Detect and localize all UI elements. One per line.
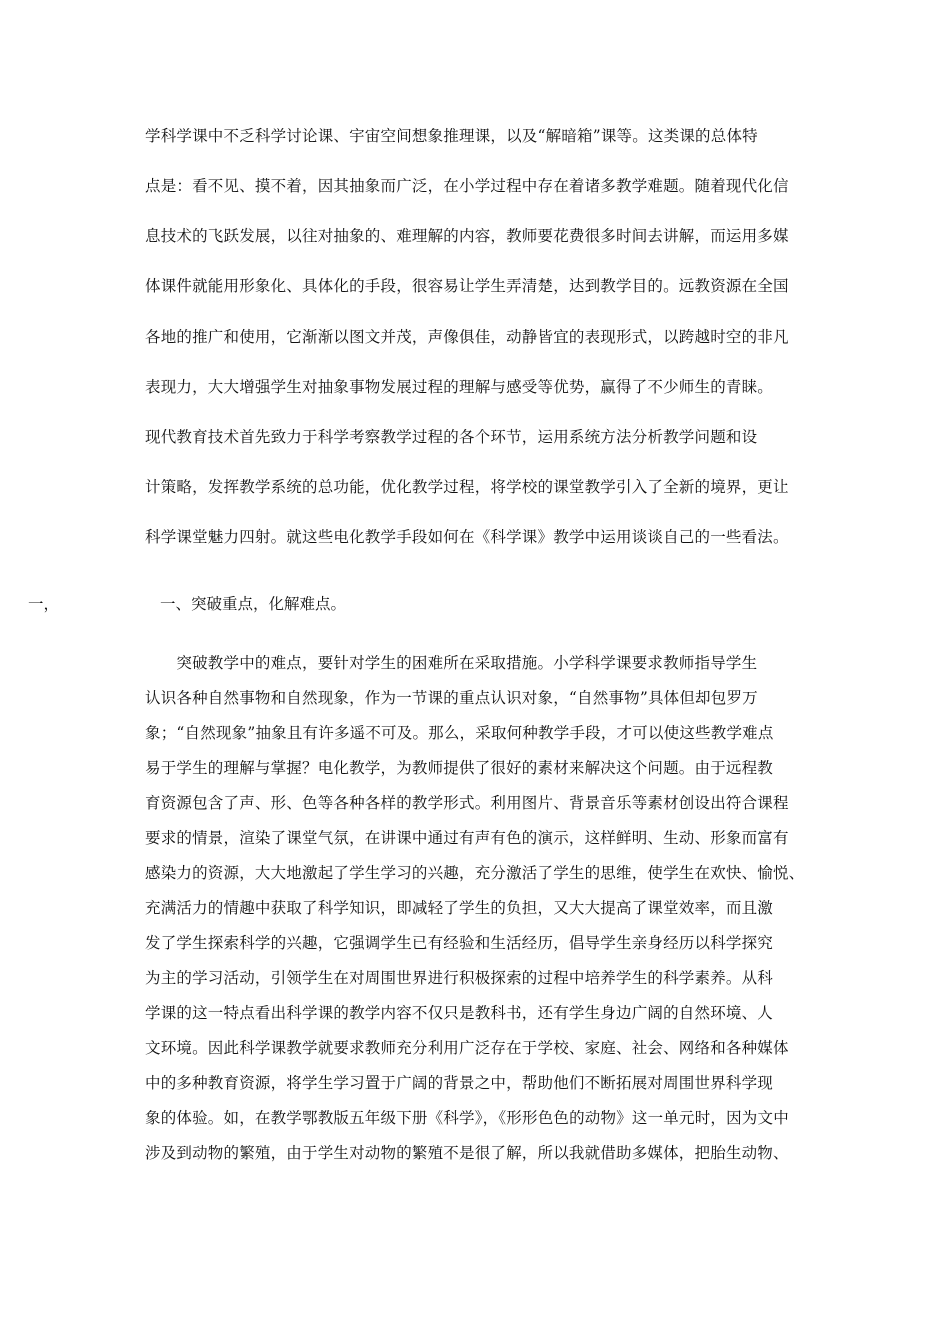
text-line: 点是：看不见、摸不着，因其抽象而广泛，在小学过程中存在着诸多教学难题。随着现代化信: [145, 177, 789, 195]
text-line: 体课件就能用形象化、具体化的手段，很容易让学生弄清楚，达到教学目的。远教资源在全国: [145, 277, 789, 295]
text-line: 易于学生的理解与掌握？电化教学，为教师提供了很好的素材来解决这个问题。由于远程教: [145, 759, 774, 777]
text-line: 各地的推广和使用，它渐渐以图文并茂，声像俱佳，动静皆宜的表现形式，以跨越时空的非凡: [145, 328, 789, 346]
text-line: 发了学生探索科学的兴趣，它强调学生已有经验和生活经历，倡导学生亲身经历以科学探究: [145, 934, 774, 952]
text-line: 感染力的资源，大大地激起了学生学习的兴趣，充分激活了学生的思维，使学生在欢快、愉悦、: [145, 864, 805, 882]
text-line: 表现力，大大增强学生对抽象事物发展过程的理解与感受等优势，赢得了不少师生的青睐。: [145, 378, 774, 396]
text-line: 为主的学习活动，引领学生在对周围世界进行积极探索的过程中培养学生的科学素养。从科: [145, 969, 774, 987]
text-line: 息技术的飞跃发展，以往对抽象的、难理解的内容，教师要花费很多时间去讲解，而运用多媒: [145, 227, 789, 245]
text-line: 科学课堂魅力四射。就这些电化教学手段如何在《科学课》教学中运用谈谈自己的一些看法。: [145, 528, 789, 546]
text-line: 象的体验。如，在教学鄂教版五年级下册《科学》，《形形色色的动物》这一单元时，因为文中: [145, 1109, 789, 1127]
text-line: 要求的情景，渲染了课堂气氛，在讲课中通过有声有色的演示，这样鲜明、生动、形象而富有: [145, 829, 789, 847]
text-line: 计策略，发挥教学系统的总功能，优化教学过程，将学校的课堂教学引入了全新的境界，更让: [145, 478, 789, 496]
text-line: 充满活力的情趣中获取了科学知识，即减轻了学生的负担，又大大提高了课堂效率，而且激: [145, 899, 774, 917]
section-heading: 一、突破重点，化解难点。: [160, 595, 347, 613]
heading-number: 一，: [28, 595, 60, 613]
text-line: 文环境。因此科学课教学就要求教师充分利用广泛存在于学校、家庭、社会、网络和各种媒体: [145, 1039, 789, 1057]
text-line: 学课的这一特点看出科学课的教学内容不仅只是教科书，还有学生身边广阔的自然环境、人: [145, 1004, 774, 1022]
text-line: 突破教学中的难点，要针对学生的困难所在采取措施。小学科学课要求教师指导学生: [145, 654, 758, 672]
text-line: 学科学课中不乏科学讨论课、宇宙空间想象推理课，以及“解暗箱”课等。这类课的总体特: [145, 127, 758, 145]
text-line: 涉及到动物的繁殖，由于学生对动物的繁殖不是很了解，所以我就借助多媒体，把胎生动物、: [145, 1144, 789, 1162]
text-line: 育资源包含了声、形、色等各种各样的教学形式。利用图片、背景音乐等素材创设出符合课程: [145, 794, 789, 812]
text-line: 象；“自然现象”抽象且有许多遥不可及。那么，采取何种教学手段，才可以使这些教学难点: [145, 724, 774, 742]
text-line: 现代教育技术首先致力于科学考察教学过程的各个环节，运用系统方法分析教学问题和设: [145, 428, 758, 446]
text-line: 认识各种自然事物和自然现象，作为一节课的重点认识对象，“自然事物”具体但却包罗万: [145, 689, 758, 707]
text-line: 中的多种教育资源，将学生学习置于广阔的背景之中，帮助他们不断拓展对周围世界科学现: [145, 1074, 774, 1092]
